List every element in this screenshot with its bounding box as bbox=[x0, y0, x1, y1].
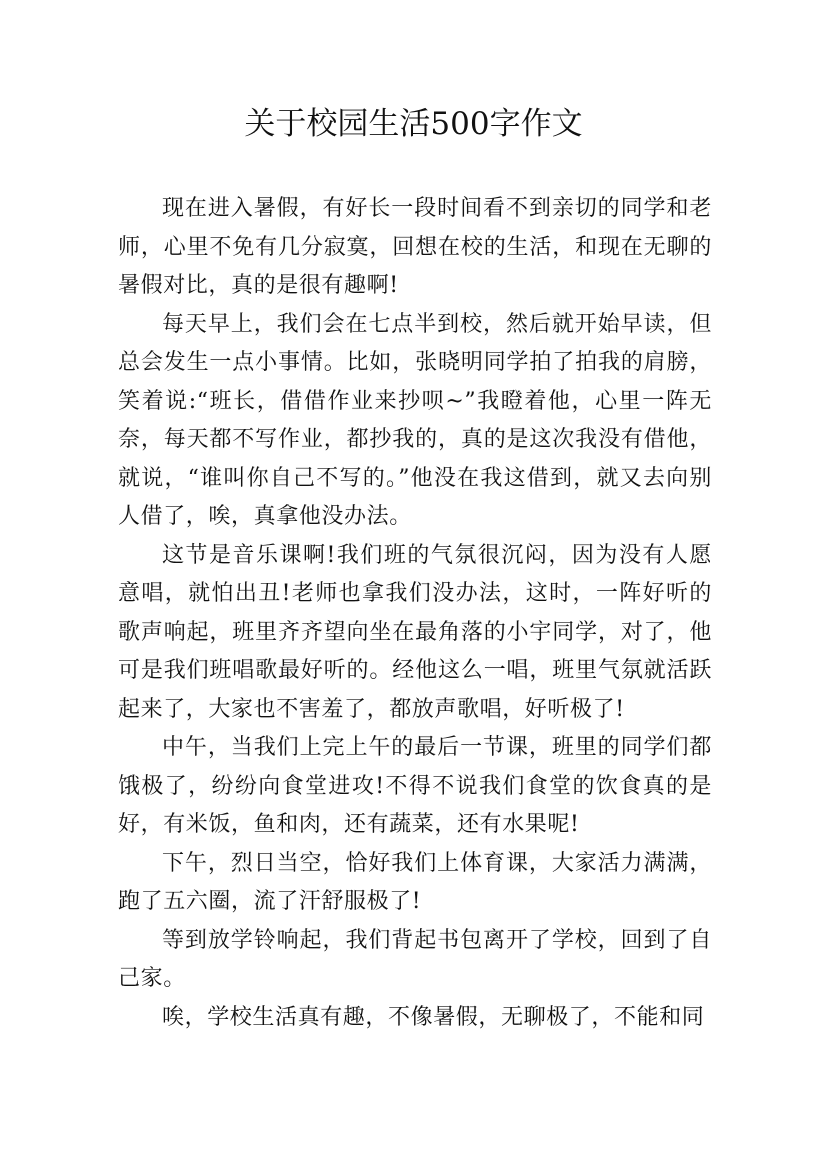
paragraph: 唉，学校生活真有趣，不像暑假，无聊极了，不能和同 bbox=[162, 1004, 705, 1030]
paragraph: 这节是音乐课啊!我们班的气氛很沉闷，因为没有人愿意唱，就怕出丑!老师也拿我们没办法，这时，一阵好听的歌声响起，班里齐齐望向坐在最角落的小宇同学，对了，他可是我们班唱歌最好听的。经他这么一唱，班里气氛就活跃起来了，大家也不害羞了，都放声歌唱，好听极了! bbox=[118, 542, 712, 722]
paragraph: 等到放学铃响起，我们背起书包离开了学校，回到了自己家。 bbox=[118, 927, 712, 991]
paragraph: 现在进入暑假，有好长一段时间看不到亲切的同学和老师，心里不免有几分寂寞，回想在校的生活，和现在无聊的暑假对比，真的是很有趣啊! bbox=[118, 196, 712, 298]
paragraph: 每天早上，我们会在七点半到校，然后就开始早读，但总会发生一点小事情。比如，张晓明同学拍了拍我的肩膀，笑着说:“班长，借借作业来抄呗~”我瞪着他，心里一阵无奈，每天都不写作业，都抄我的，真的是这次我没有借他，就说，“谁叫你自己不写的。”他没在我这借到，就又去向别人借了，唉，真拿他没办法。 bbox=[118, 311, 712, 529]
paragraph: 中午，当我们上完上午的最后一节课，班里的同学们都饿极了，纷纷向食堂进攻!不得不说我们食堂的饮食真的是好，有米饭，鱼和肉，还有蔬菜，还有水果呢! bbox=[118, 735, 712, 837]
document-title: 关于校园生活500字作文 bbox=[244, 106, 583, 142]
paragraph: 下午，烈日当空，恰好我们上体育课，大家活力满满，跑了五六圈，流了汗舒服极了! bbox=[118, 850, 712, 914]
document-body bbox=[118, 190, 712, 1037]
